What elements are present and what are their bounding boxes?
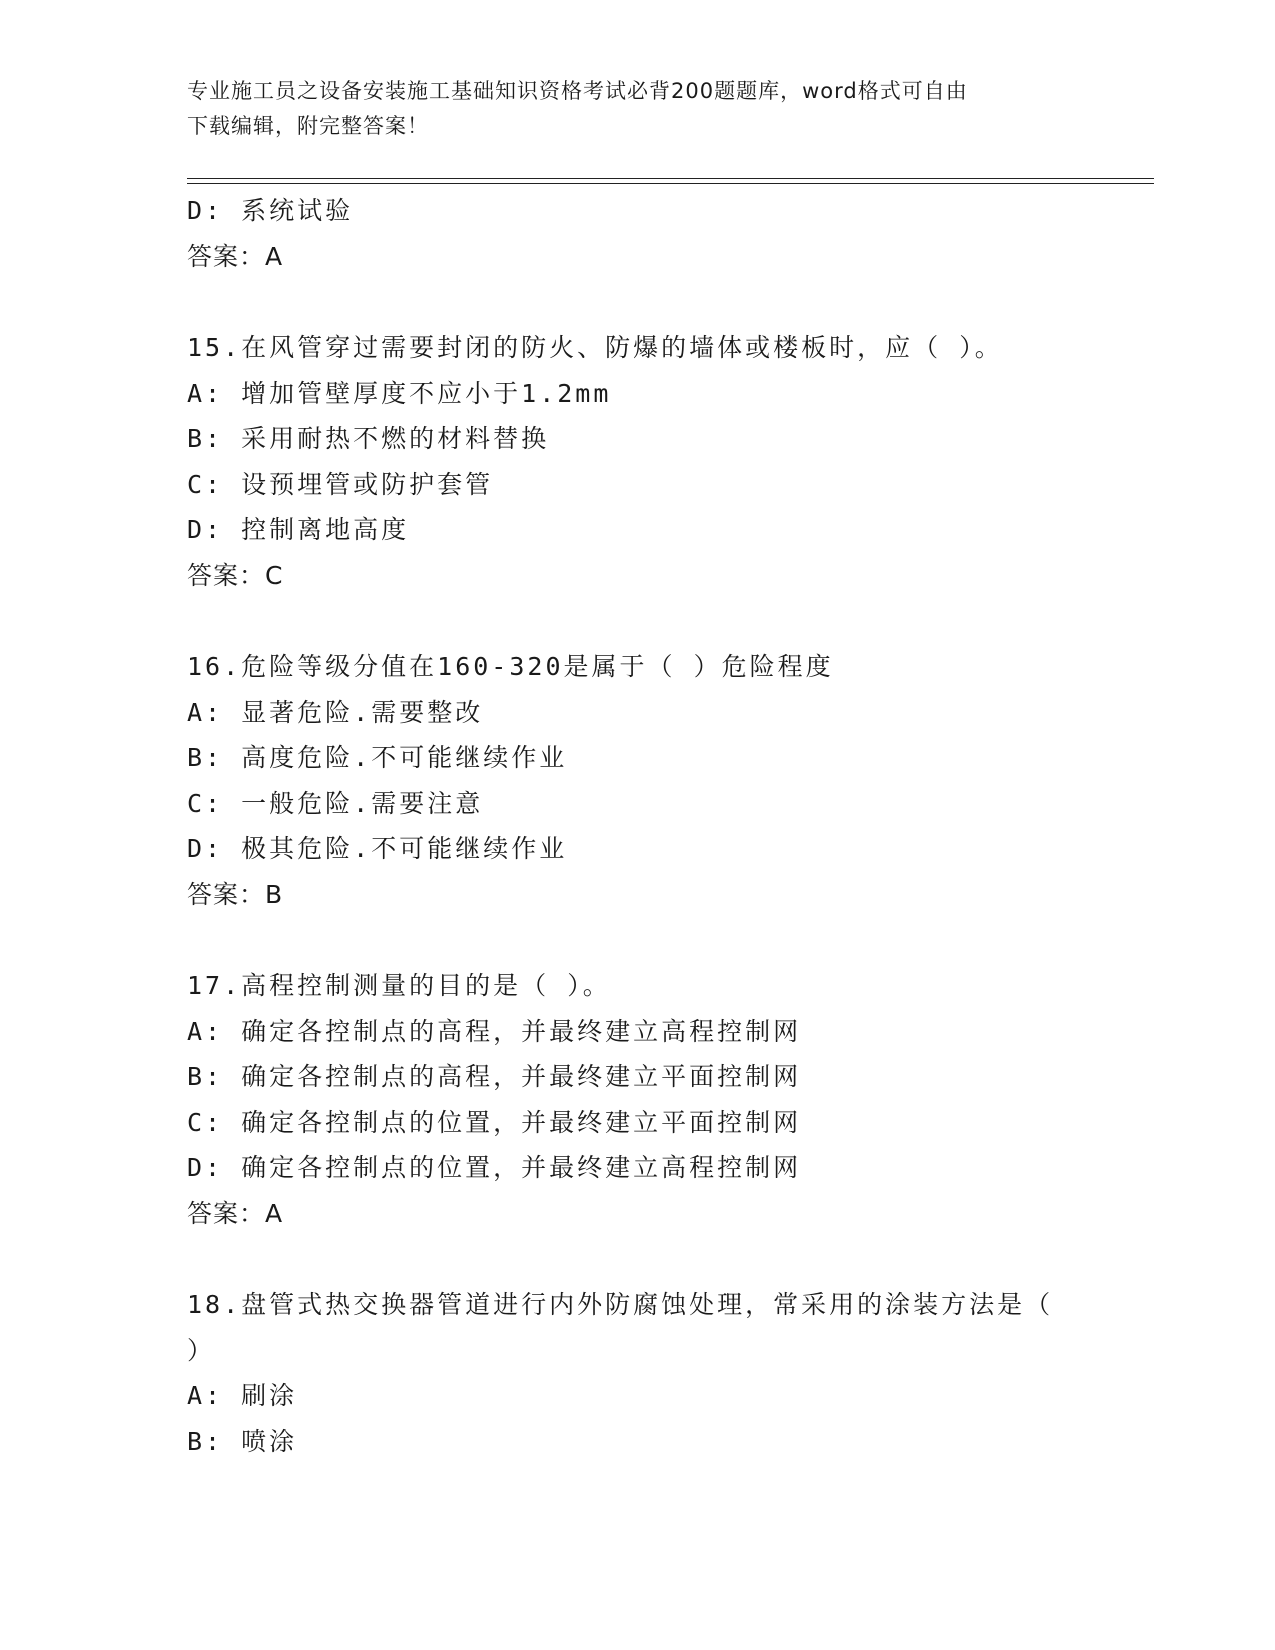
header-divider-bottom [187,183,1154,184]
option-a: A: 刷涂 [187,1381,298,1410]
header-line-1: 专业施工员之设备安装施工基础知识资格考试必背200题题库，word格式可自由 [187,79,968,103]
question-stem-line-2: ） [187,1335,216,1365]
option-a: A: 显著危险.需要整改 [187,697,484,727]
question-list [187,188,1087,1464]
spacer [187,279,1087,325]
question-stem: 15.在风管穿过需要封闭的防火、防爆的墙体或楼板时，应（ ）。 [187,333,1003,362]
option-b: B: 确定各控制点的高程，并最终建立平面控制网 [187,1062,802,1091]
question-stem: 16.危险等级分值在160-320是属于（ ）危险程度 [187,652,834,681]
option-c: C: 设预埋管或防护套管 [187,469,494,499]
question-stem: 17.高程控制测量的目的是（ ）。 [187,971,611,1000]
option-b: B: 采用耐热不燃的材料替换 [187,424,550,453]
answer-line: 答案：C [187,560,284,590]
carryover-question [187,188,1087,279]
answer-line: 答案：B [187,879,284,909]
question-17 [187,963,1087,1236]
option-c: C: 确定各控制点的位置，并最终建立平面控制网 [187,1107,802,1137]
question-stem-line-1: 18.盘管式热交换器管道进行内外防腐蚀处理，常采用的涂装方法是（ [187,1290,1054,1319]
spacer [187,917,1087,963]
spacer [187,598,1087,644]
header-divider-top [187,178,1154,179]
header-line-2: 下载编辑，附完整答案！ [187,114,429,138]
answer-line: 答案：A [187,241,284,271]
option-a: A: 增加管壁厚度不应小于1.2mm [187,378,612,408]
question-15 [187,325,1087,598]
option-b: B: 喷涂 [187,1426,298,1456]
document-header [187,74,1087,144]
answer-line: 答案：A [187,1198,284,1228]
question-18 [187,1282,1087,1464]
option-a: A: 确定各控制点的高程，并最终建立高程控制网 [187,1016,802,1046]
question-16 [187,644,1087,917]
option-d: D: 确定各控制点的位置，并最终建立高程控制网 [187,1153,802,1182]
option-d: D: 控制离地高度 [187,515,410,544]
option-d: D: 系统试验 [187,196,354,225]
option-c: C: 一般危险.需要注意 [187,788,484,818]
option-d: D: 极其危险.不可能继续作业 [187,834,568,863]
spacer [187,1236,1087,1282]
option-b: B: 高度危险.不可能继续作业 [187,743,568,772]
